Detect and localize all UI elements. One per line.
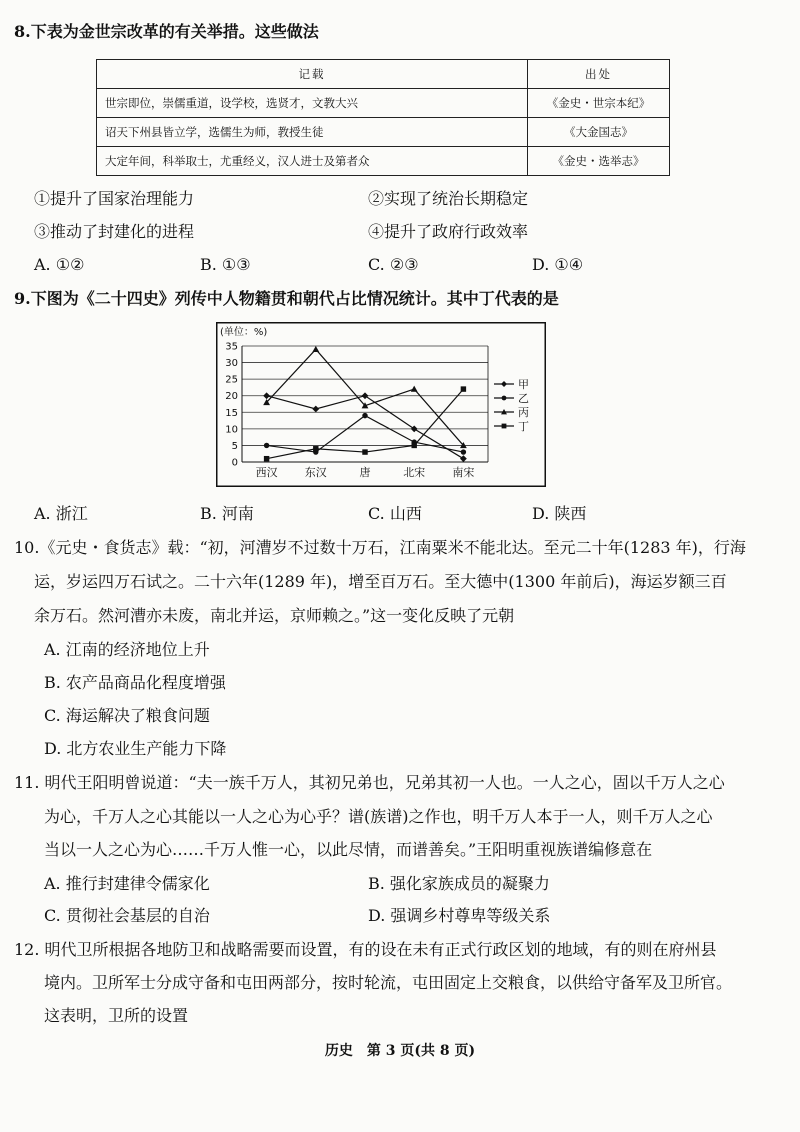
y-tick-label: 5	[231, 440, 238, 452]
data-point-甲	[460, 455, 467, 462]
q10-line-2: 运，岁运四万石试之。二十六年(1289 年)，增至百万石。至大德中(1300 年前后)，海运岁额三百	[34, 572, 727, 591]
q11-line-2: 为心，千万人之心其能以一人之心为心乎？谱(族谱)之作也，明千万人本于一人，则千万人之心	[44, 807, 713, 826]
legend-marker-甲	[501, 381, 507, 387]
y-tick-label: 10	[225, 424, 238, 436]
q12-line-2: 境内。卫所军士分成守备和屯田两部分，按时轮流，屯田固定上交粮食，以供给守备军及卫所官。	[44, 973, 733, 992]
q9-chart	[216, 322, 546, 487]
legend-label: 丁	[518, 420, 529, 433]
table-cell-source: 《大金国志》	[528, 118, 670, 147]
series-line-乙	[267, 416, 464, 452]
data-point-丁	[264, 456, 269, 461]
q10-line-1: 10.《元史・食货志》载：“初，河漕岁不过数十万石，江南粟米不能北达。至元二十年(1283 年)，行海	[14, 538, 746, 557]
data-point-乙	[362, 413, 367, 418]
legend-marker-乙	[502, 396, 507, 401]
q8-option-a[interactable]: A. ①②	[34, 255, 85, 274]
table-cell-record: 诏天下州县皆立学，选儒生为师，教授生徒	[97, 118, 528, 147]
q11-option-c[interactable]: C. 贯彻社会基层的自治	[44, 906, 210, 925]
table-cell-record: 大定年间，科举取士，尤重经义，汉人进士及第者众	[97, 147, 528, 176]
data-point-丙	[411, 386, 418, 392]
x-tick-label: 唐	[359, 466, 371, 479]
q10-option-c[interactable]: C. 海运解决了粮食问题	[44, 706, 210, 725]
data-point-丙	[312, 346, 319, 352]
table-header-record: 记载	[97, 60, 528, 89]
table-cell-record: 世宗即位，崇儒重道，设学校，选贤才，文教大兴	[97, 89, 528, 118]
q11-option-b[interactable]: B. 强化家族成员的凝聚力	[368, 874, 550, 893]
q9-option-b[interactable]: B. 河南	[200, 504, 254, 523]
y-tick-label: 30	[225, 358, 238, 370]
data-point-乙	[264, 443, 269, 448]
legend-label: 甲	[518, 378, 529, 391]
x-tick-label: 西汉	[255, 466, 278, 479]
q9-stem: 9.下图为《二十四史》列传中人物籍贯和朝代占比情况统计。其中丁代表的是	[14, 289, 559, 308]
x-tick-label: 北宋	[403, 466, 426, 479]
q8-option-b[interactable]: B. ①③	[200, 255, 251, 274]
q10-line-3: 余万石。然河漕亦未废，南北并运，京师赖之。”这一变化反映了元朝	[34, 606, 515, 625]
legend-label: 丙	[518, 406, 529, 419]
q10-option-d[interactable]: D. 北方农业生产能力下降	[44, 739, 227, 758]
table-header-source: 出处	[528, 60, 670, 89]
y-tick-label: 35	[225, 341, 238, 353]
q10-option-a[interactable]: A. 江南的经济地位上升	[44, 640, 210, 659]
q9-option-a[interactable]: A. 浙江	[34, 504, 88, 523]
q8-option-c[interactable]: C. ②③	[368, 255, 419, 274]
table-cell-source: 《金史・选举志》	[528, 147, 670, 176]
q8-item-4: ④提升了政府行政效率	[368, 222, 529, 241]
q8-option-d[interactable]: D. ①④	[532, 255, 584, 274]
q8-item-3: ③推动了封建化的进程	[34, 222, 195, 241]
x-tick-label: 东汉	[304, 466, 327, 479]
data-point-丁	[362, 449, 367, 454]
q12-line-1: 12. 明代卫所根据各地防卫和战略需要而设置，有的设在未有正式行政区划的地域，有的则在府州县	[14, 940, 717, 959]
q11-option-d[interactable]: D. 强调乡村尊卑等级关系	[368, 906, 551, 925]
q12-line-3: 这表明，卫所的设置	[44, 1006, 189, 1025]
data-point-甲	[411, 425, 418, 432]
y-tick-label: 25	[225, 374, 238, 386]
table-header-row	[97, 60, 670, 89]
legend-marker-丁	[502, 424, 507, 429]
line-chart	[216, 322, 546, 487]
q9-option-d[interactable]: D. 陕西	[532, 504, 587, 523]
y-tick-label: 20	[225, 391, 238, 403]
table-cell-source: 《金史・世宗本纪》	[528, 89, 670, 118]
data-point-甲	[263, 392, 270, 399]
q10-option-b[interactable]: B. 农产品商品化程度增强	[44, 673, 226, 692]
data-point-丁	[411, 443, 416, 448]
q8-item-2: ②实现了统治长期稳定	[368, 189, 529, 208]
chart-unit-label: (单位：%)	[220, 327, 268, 338]
data-point-甲	[312, 406, 319, 413]
y-tick-label: 15	[225, 407, 238, 419]
q8-item-1: ①提升了国家治理能力	[34, 189, 195, 208]
q8-stem: 8.下表为金世宗改革的有关举措。这些做法	[14, 22, 319, 41]
data-point-丁	[461, 386, 466, 391]
q11-line-3: 当以一人之心为心……千万人惟一心，以此尽情，而谱善矣。”王阳明重视族谱编修意在	[44, 840, 653, 859]
table-row	[97, 147, 670, 176]
series-line-丁	[267, 389, 464, 459]
x-tick-label: 南宋	[452, 466, 475, 479]
q8-table	[96, 59, 670, 176]
data-point-乙	[461, 449, 466, 454]
table-row	[97, 89, 670, 118]
y-tick-label: 0	[231, 457, 238, 469]
q11-option-a[interactable]: A. 推行封建律令儒家化	[44, 874, 210, 893]
q9-option-c[interactable]: C. 山西	[368, 504, 422, 523]
q11-line-1: 11. 明代王阳明曾说道：“夫一族千万人，其初兄弟也，兄弟其初一人也。一人之心，固以千万人之心	[14, 773, 725, 792]
table-row	[97, 118, 670, 147]
data-point-丁	[313, 446, 318, 451]
page-footer: 历史 第 3 页(共 8 页)	[324, 1043, 476, 1059]
data-point-甲	[362, 392, 369, 399]
legend-label: 乙	[518, 392, 529, 405]
